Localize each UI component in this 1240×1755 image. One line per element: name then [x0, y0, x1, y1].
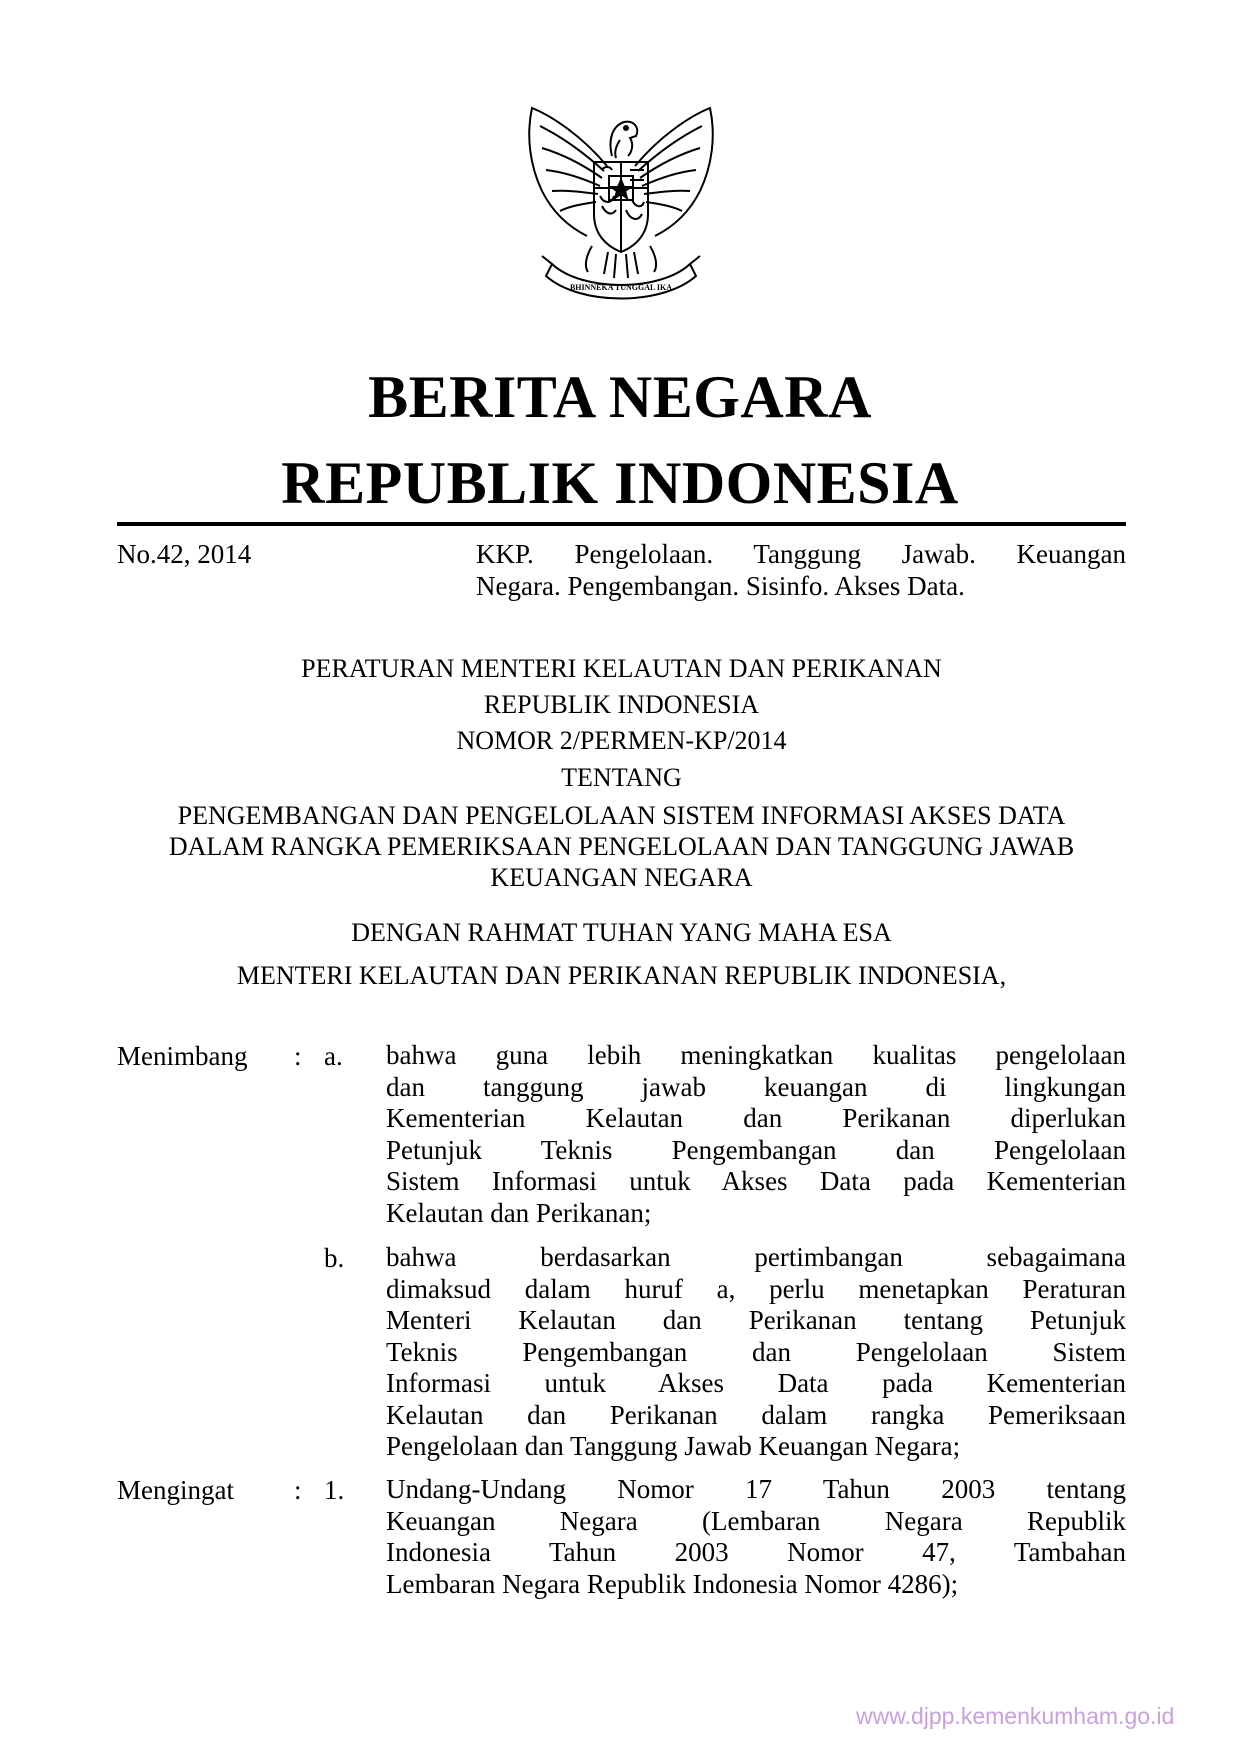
paragraph-line: Teknis Pengembangan dan Pengelolaan Sistem: [386, 1336, 1126, 1367]
paragraph-line: Informasi untuk Akses Data pada Kementerian: [386, 1368, 1126, 1398]
masthead-title: BERITA NEGARA: [368, 364, 872, 430]
paragraph-line: dimaksud dalam huruf a, perlu menetapkan Peraturan: [386, 1273, 1126, 1304]
item-marker: 1.: [324, 1475, 345, 1505]
source-url-link[interactable]: www.djpp.kemenkumham.go.id: [856, 1703, 1175, 1729]
paragraph-line: Lembaran Negara Republik Indonesia Nomor 4286);: [386, 1568, 959, 1599]
item-marker: a.: [324, 1041, 343, 1071]
minister-heading: MENTERI KELAUTAN DAN PERIKANAN REPUBLIK INDONESIA,: [236, 961, 1007, 990]
mengingat-colon: :: [294, 1475, 302, 1505]
menimbang-item-b: [386, 1242, 1126, 1463]
subject-line: Negara. Pengembangan. Sisinfo. Akses Data.: [476, 571, 965, 601]
menimbang-label: Menimbang: [117, 1041, 248, 1071]
paragraph-line: dan tanggung jawab keuangan di lingkungan: [386, 1071, 1126, 1102]
paragraph-line: Menteri Kelautan dan Perikanan tentang Petunjuk: [386, 1305, 1126, 1335]
regulation-title-line: REPUBLIK INDONESIA: [483, 690, 760, 719]
regulation-title-line: PERATURAN MENTERI KELAUTAN DAN PERIKANAN: [301, 654, 942, 683]
opening-phrase: DENGAN RAHMAT TUHAN YANG MAHA ESA: [351, 918, 892, 947]
regulation-subject-line: KEUANGAN NEGARA: [490, 863, 753, 892]
paragraph-line: bahwa guna lebih meningkatkan kualitas pengelolaan: [386, 1040, 1126, 1070]
paragraph-line: bahwa berdasarkan pertimbangan sebagaimana: [386, 1242, 1126, 1272]
menimbang-colon: :: [294, 1041, 302, 1071]
regulation-subject-line: PENGEMBANGAN DAN PENGELOLAAN SISTEM INFORMASI AKSES DATA: [177, 801, 1066, 830]
masthead-subtitle: REPUBLIK INDONESIA: [281, 450, 959, 516]
regulation-number: NOMOR 2/PERMEN-KP/2014: [456, 726, 787, 755]
paragraph-line: Keuangan Negara (Lembaran Negara Republik: [386, 1505, 1126, 1536]
regulation-subject-line: DALAM RANGKA PEMERIKSAAN PENGELOLAAN DAN TANGGUNG JAWAB: [168, 832, 1075, 861]
subject-line: KKP. Pengelolaan. Tanggung Jawab. Keuangan: [476, 539, 1126, 569]
paragraph-line: Kementerian Kelautan dan Perikanan diperlukan: [386, 1103, 1126, 1133]
paragraph-line: Pengelolaan dan Tanggung Jawab Keuangan Negara;: [386, 1431, 961, 1461]
gazette-subject: [476, 538, 1126, 602]
garuda-emblem: [512, 96, 730, 308]
paragraph-line: Indonesia Tahun 2003 Nomor 47, Tambahan: [386, 1537, 1126, 1567]
paragraph-line: Kelautan dan Perikanan;: [386, 1197, 652, 1228]
mengingat-label: Mengingat: [117, 1475, 234, 1505]
paragraph-line: Sistem Informasi untuk Akses Data pada Kementerian: [386, 1166, 1126, 1196]
paragraph-line: Undang-Undang Nomor 17 Tahun 2003 tentang: [386, 1474, 1126, 1504]
regulation-tentang: TENTANG: [561, 763, 682, 792]
paragraph-line: Kelautan dan Perikanan dalam rangka Pemeriksaan: [386, 1399, 1126, 1430]
header-rule: [117, 522, 1126, 526]
gazette-number: No.42, 2014: [117, 539, 252, 569]
item-marker: b.: [324, 1243, 345, 1273]
mengingat-item-1: [386, 1474, 1126, 1600]
menimbang-item-a: [386, 1040, 1126, 1229]
paragraph-line: Petunjuk Teknis Pengembangan dan Pengelolaan: [386, 1134, 1126, 1165]
emblem-motto: BHINNEKA TUNGGAL IKA: [569, 283, 673, 292]
